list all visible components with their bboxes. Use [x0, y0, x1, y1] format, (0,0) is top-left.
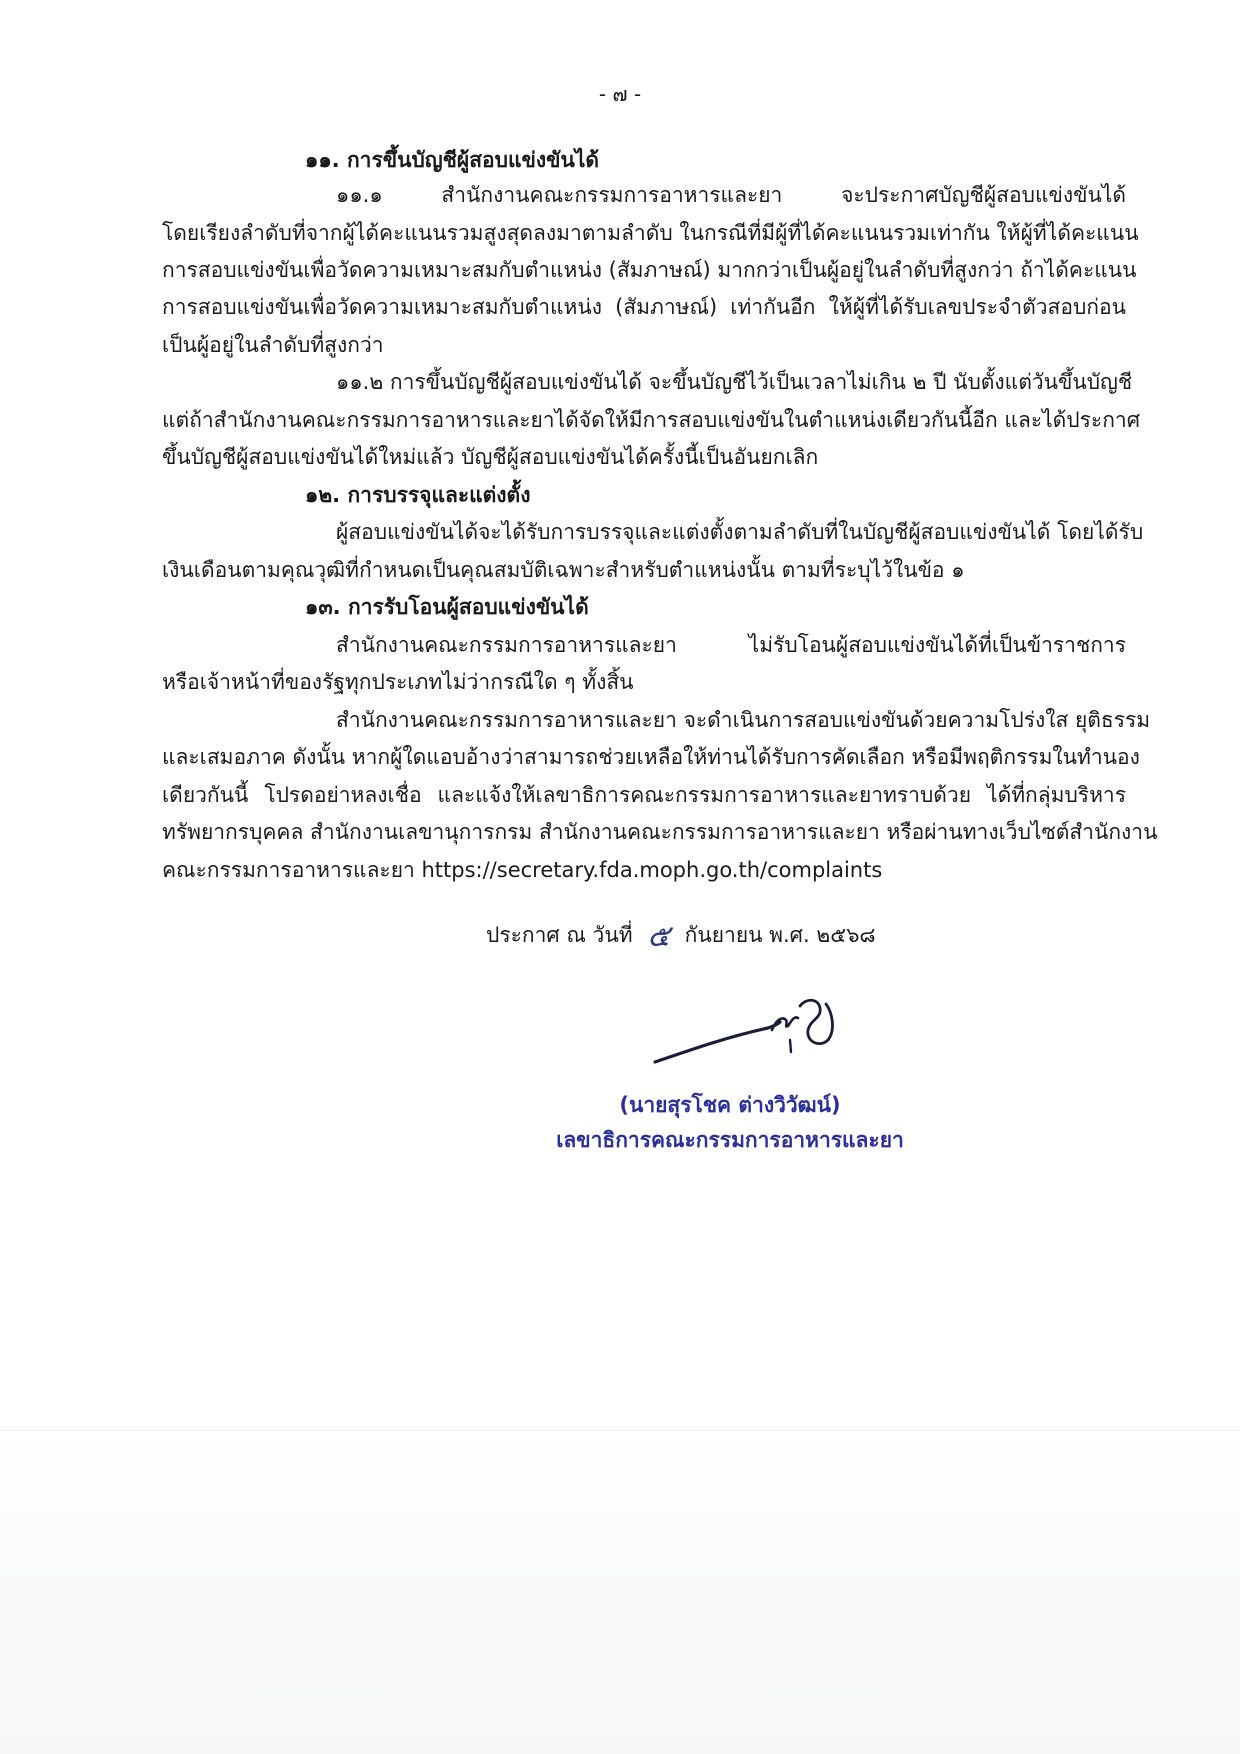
paragraph-11-1-line-5: เป็นผู้อยู่ในลำดับที่สูงกว่า	[162, 333, 384, 357]
paragraph-13-line-2: หรือเจ้าหน้าที่ของรัฐทุกประเภทไม่ว่ากรณีใด ๆ ทั้งสิ้น	[162, 670, 634, 694]
section-11-heading: ๑๑. การขึ้นบัญชีผู้สอบแข่งขันได้	[305, 148, 600, 172]
closing-paragraph-line-2: และเสมอภาค ดังนั้น หากผู้ใดแอบอ้างว่าสามารถช่วยเหลือให้ท่านได้รับการคัดเลือก หรือมีพฤติกรรมในทำนอง	[162, 745, 1140, 769]
announcement-day-handwritten: ๕	[647, 919, 670, 954]
scan-background	[0, 1430, 1240, 1754]
paragraph-12-line-1: ผู้สอบแข่งขันได้จะได้รับการบรรจุและแต่งตั้งตามลำดับที่ในบัญชีผู้สอบแข่งขันได้ โดยได้รับ	[336, 520, 1144, 544]
page-number: - ๗ -	[598, 82, 642, 106]
paragraph-11-2-line-2: แต่ถ้าสำนักงานคณะกรรมการอาหารและยาได้จัดให้มีการสอบแข่งขันในตำแหน่งเดียวกันนี้อีก และได้ประกาศ	[162, 408, 1141, 432]
closing-paragraph-line-4: ทรัพยากรบุคคล สำนักงานเลขานุการกรม สำนักงานคณะกรรมการอาหารและยา หรือผ่านทางเว็บไซต์สำนักงาน	[162, 820, 1158, 844]
closing-paragraph-line-1: สำนักงานคณะกรรมการอาหารและยา จะดำเนินการสอบแข่งขันด้วยความโปร่งใส ยุติธรรม	[336, 708, 1151, 732]
paragraph-11-1-line-4: การสอบแข่งขันเพื่อวัดความเหมาะสมกับตำแหน่ง (สัมภาษณ์) เท่ากันอีก ให้ผู้ที่ได้รับเลขประจำตัวสอบก่อน	[162, 295, 1126, 319]
paragraph-12-line-2: เงินเดือนตามคุณวุฒิที่กำหนดเป็นคุณสมบัติเฉพาะสำหรับตำแหน่งนั้น ตามที่ระบุไว้ในข้อ ๑	[162, 558, 965, 582]
paragraph-11-1-line-1: ๑๑.๑ สำนักงานคณะกรรมการอาหารและยา จะประกาศบัญชีผู้สอบแข่งขันได้	[336, 183, 1126, 207]
scan-divider	[0, 1430, 1240, 1431]
announcement-suffix: กันยายน พ.ศ. ๒๕๖๘	[684, 923, 876, 947]
closing-paragraph-line-5: คณะกรรมการอาหารและยา https://secretary.fda.moph.go.th/complaints	[162, 858, 883, 882]
announcement-date	[486, 920, 876, 952]
handwritten-signature	[650, 990, 850, 1075]
paragraph-11-1-line-3: การสอบแข่งขันเพื่อวัดความเหมาะสมกับตำแหน่ง (สัมภาษณ์) มากกว่าเป็นผู้อยู่ในลำดับที่สูงกว่า ถ้าได้คะแนน	[162, 258, 1137, 282]
section-13-heading: ๑๓. การรับโอนผู้สอบแข่งขันได้	[305, 595, 589, 619]
closing-paragraph-line-3: เดียวกันนี้ โปรดอย่าหลงเชื่อ และแจ้งให้เลขาธิการคณะกรรมการอาหารและยาทราบด้วย ได้ที่กลุ่มบริหาร	[162, 783, 1126, 807]
announcement-prefix: ประกาศ ณ วันที่	[486, 923, 633, 947]
section-12-heading: ๑๒. การบรรจุและแต่งตั้ง	[305, 483, 531, 507]
paragraph-11-1-line-2: โดยเรียงลำดับที่จากผู้ได้คะแนนรวมสูงสุดลงมาตามลำดับ ในกรณีที่มีผู้ที่ได้คะแนนรวมเท่ากัน ให้ผู้ที่ได้คะแนน	[162, 221, 1139, 245]
signer-title: เลขาธิการคณะกรรมการอาหารและยา	[556, 1128, 904, 1152]
paragraph-13-line-1: สำนักงานคณะกรรมการอาหารและยา ไม่รับโอนผู้สอบแข่งขันได้ที่เป็นข้าราชการ	[336, 633, 1126, 657]
paragraph-11-2-line-1: ๑๑.๒ การขึ้นบัญชีผู้สอบแข่งขันได้ จะขึ้นบัญชีไว้เป็นเวลาไม่เกิน ๒ ปี นับตั้งแต่วันขึ้นบัญชี	[336, 370, 1133, 394]
paragraph-11-2-line-3: ขึ้นบัญชีผู้สอบแข่งขันได้ใหม่แล้ว บัญชีผู้สอบแข่งขันได้ครั้งนี้เป็นอันยกเลิก	[162, 445, 819, 469]
signer-name: (นายสุรโชค ต่างวิวัฒน์)	[619, 1093, 841, 1117]
